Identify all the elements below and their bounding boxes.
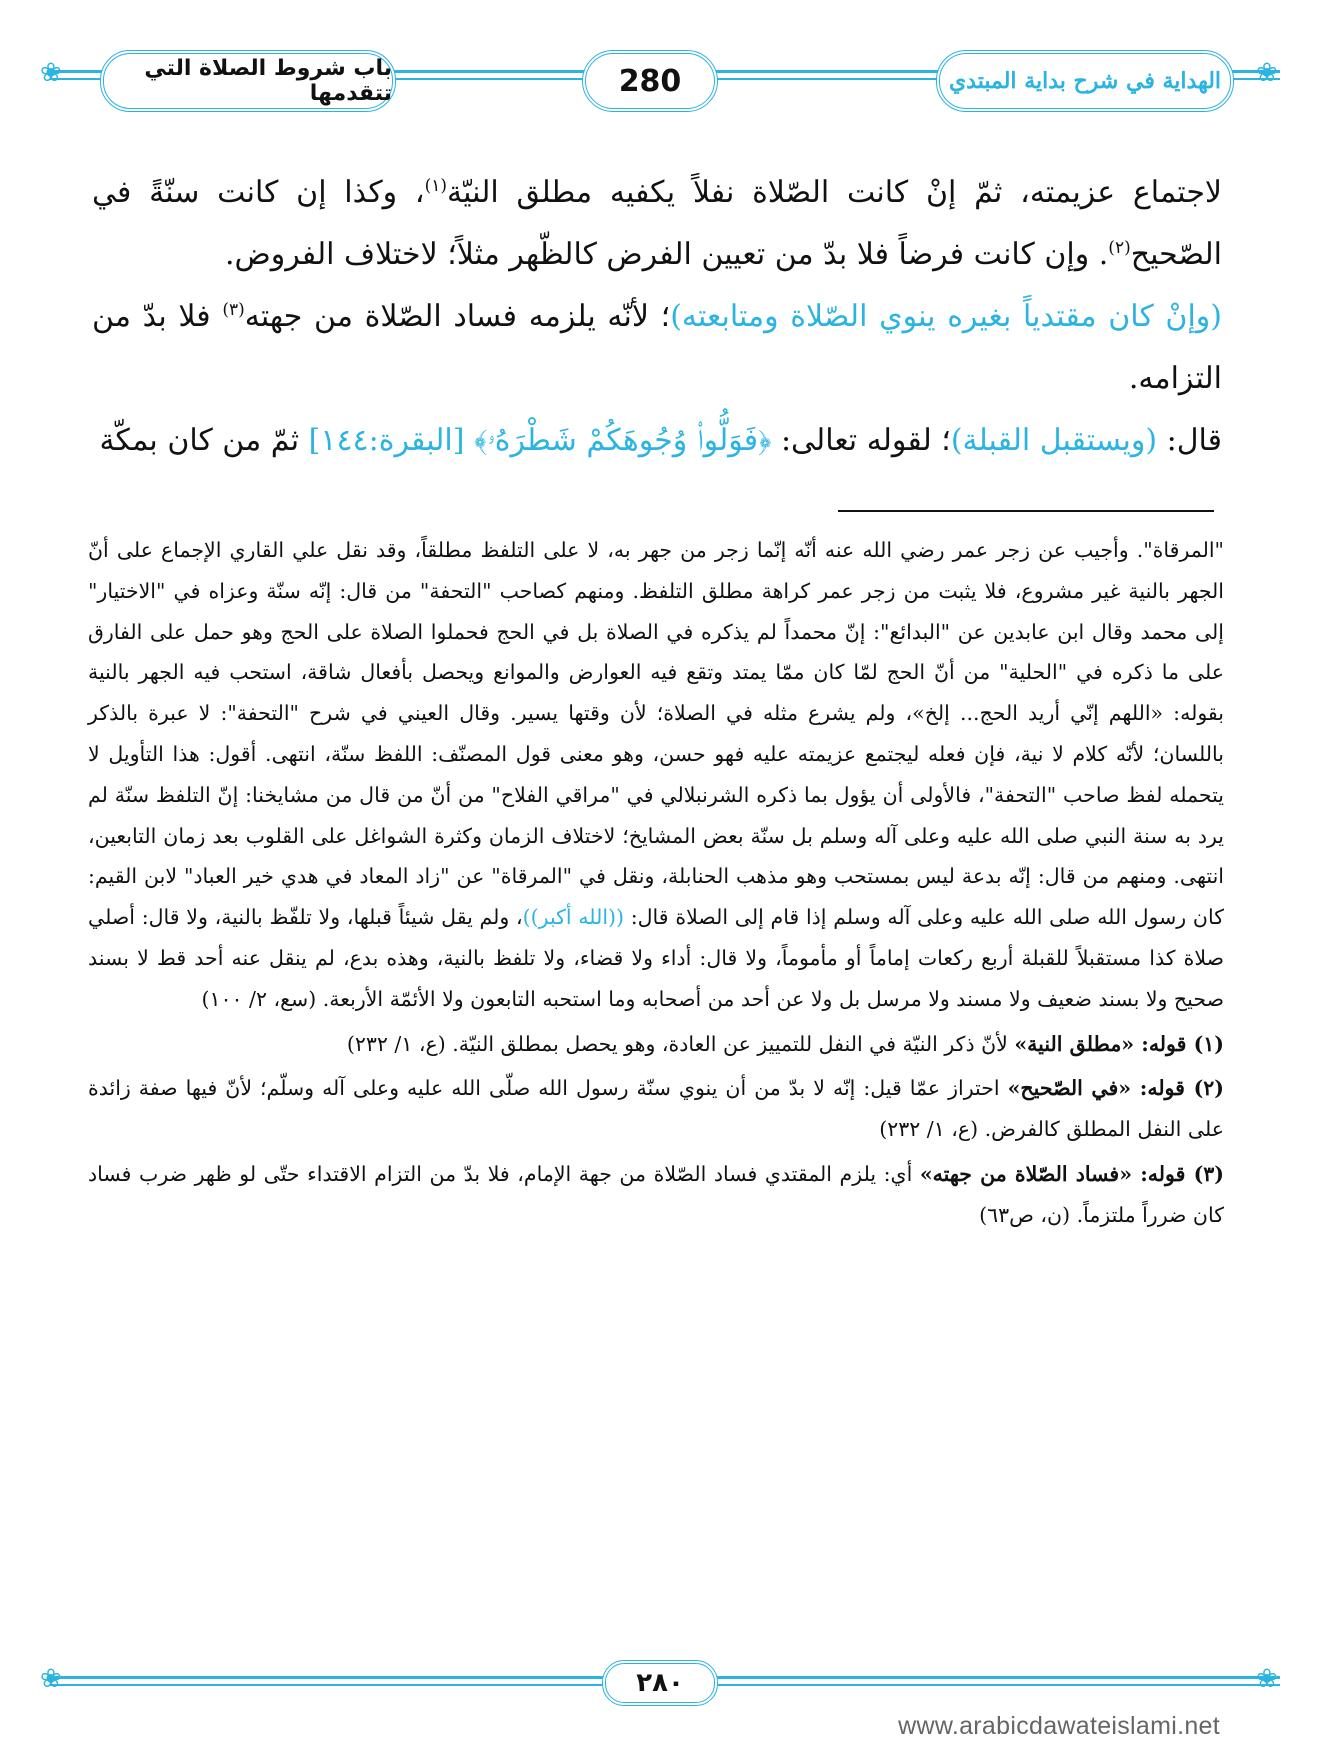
- paragraph-3: قال: (ويستقبل القبلة)؛ لقوله تعالى: ﴿فَوَلُّوا۟ وُجُوهَكُمْ شَطْرَهُۥ﴾ [البقرة:١٤٤] ثمّ من كان بمكّة: [99, 423, 1222, 458]
- book-title-box: [936, 50, 1234, 112]
- page-footer: [30, 1660, 1290, 1700]
- footnotes: [88, 530, 1224, 1236]
- right-ornament-icon: ❀: [1256, 58, 1278, 88]
- page-number-box: [582, 50, 718, 112]
- left-ornament-icon: ❀: [40, 58, 62, 88]
- footer-page-number-box: [602, 1660, 718, 1706]
- footnote-ref-1: (١): [424, 176, 448, 196]
- chapter-title: باب شروط الصلاة التي تتقدمها: [144, 56, 392, 106]
- footnote-separator: [838, 510, 1214, 512]
- footnote-2: (٢) قوله: «في الصّحيح» احتراز عمّا قيل: إنّه لا بدّ من أن ينوي سنّة رسول الله صلّى الله عليه وعلى آله وسلّم؛ لأنّ فيها صفة زائدة على النفل المطلق كالفرض. (ع، ١/ ٢٣٢): [88, 1076, 1224, 1142]
- website-url: www.arabicdawateislami.net: [898, 1712, 1220, 1740]
- continued-note: "المرقاة". وأجيب عن زجر عمر رضي الله عنه أنّه إنّما زجر من جهر به، لا على التلفظ مطلقاً، وقد نقل علي القاري الإجماع على أنّ الجهر بالنية غير مشروع، فلا يثبت من زجر عمر كراهة مطلق التلفظ. ومنهم كصاحب "التحفة" من قال: إنّه سنّة وعزاه في "الاختيار" إلى محمد وقال ابن عابدين عن "البدائع": إنّ محمداً لم يذكره في الصلاة بل في الحج فحملوا الصلاة على الحج وهو حمل على الفارق على ما ذكره في "الحلية" من أنّ الحج لمّا كان ممّا يمتد وتقع فيه العوارض والموانع ويحصل بأفعال شاقة، استحب فيه الجهر بالنية بقوله: «اللهم إنّي أريد الحج... إلخ»، ولم يشرع مثله في الصلاة؛ لأن وقتها يسير. وقال العيني في شرح "التحفة": لا عبرة بالذكر باللسان؛ لأنّه كلام لا نية، فإن فعله ليجتمع عزيمته عليه فهو حسن، وهو معنى قول المصنّف: اللفظ سنّة، انتهى. أقول: هذا التأويل لا يتحمله لفظ صاحب "التحفة"، فالأولى أن يؤول بما ذكره الشرنبلالي في "مراقي الفلاح" من أنّ من قال من مشايخنا: إنّ التلفظ سنّة لم يرد به سنة النبي صلى الله عليه وعلى آله وسلم بل سنّة بعض المشايخ؛ لاختلاف الزمان وكثرة الشواغل على القلوب بعد زمان التابعين، انتهى. ومنهم من قال: إنّه بدعة ليس بمستحب وهو مذهب الحنابلة، ونقل في "المرقاة" عن "زاد المعاد في هدي خير العباد" لابن القيم: كان رسول الله صلى الله عليه وعلى آله وسلم إذا قام إلى الصلاة قال: ((الله أكبر))، ولم يقل شيئاً قبلها، ولا تلفّظ بالنية، ولا قال: أصلي صلاة كذا مستقبلاً للقبلة أربع ركعات إماماً أو مأموماً، ولا قال: أداء ولا قضاء، ولا تلفظ بالنية، وهذه بدع، لم ينقل عنه أحد قط لا بسند صحيح ولا بسند ضعيف ولا مسند ولا مرسل بل ولا عن أحد من أصحابه وما استحبه التابعون ولا الأئمّة الأربعة. (سع، ٢/ ١٠٠): [88, 538, 1224, 1011]
- main-text: [92, 162, 1222, 472]
- page-number: 280: [618, 63, 682, 99]
- footnote-1: (١) قوله: «مطلق النية» لأنّ ذكر النيّة في النفل للتمييز عن العادة، وهو يحصل بمطلق النيّة. (ع، ١/ ٢٣٢): [346, 1031, 1224, 1056]
- matn-quote: (وإنْ كان مقتدياً بغيره ينوي الصّلاة ومتابعته): [670, 299, 1222, 334]
- footnote-3: (٣) قوله: «فساد الصّلاة من جهته» أي: يلزم المقتدي فساد الصّلاة من جهة الإمام، فلا بدّ من التزام الاقتداء حتّى لو ظهر ضرب فساد كان ضرراً ملتزماً. (ن، ص٦٣): [88, 1161, 1224, 1227]
- footnote-ref-3: (٣): [222, 300, 245, 320]
- book-title: الهداية في شرح بداية المبتدي: [948, 68, 1222, 94]
- quran-verse: ﴿فَوَلُّوا۟ وُجُوهَكُمْ شَطْرَهُۥ﴾ [البقرة:١٤٤]: [308, 423, 772, 458]
- footer-right-ornament-icon: ❀: [1256, 1664, 1278, 1694]
- matn-quote-2: (ويستقبل القبلة): [950, 423, 1158, 458]
- paragraph-2: (وإنْ كان مقتدياً بغيره ينوي الصّلاة ومتابعته)؛ لأنّه يلزمه فساد الصّلاة من جهته$^{(٣)}$ فلا بدّ من التزامه.: [92, 299, 1222, 396]
- page-header: [30, 40, 1290, 132]
- footer-page-number: ٢٨٠: [636, 1668, 684, 1698]
- chapter-title-box: [100, 50, 396, 112]
- takbir-quote: ((الله أكبر)): [522, 905, 625, 930]
- footnote-ref-2: (٢): [1108, 238, 1131, 258]
- footer-left-ornament-icon: ❀: [40, 1664, 62, 1694]
- paragraph-1: لاجتماع عزيمته، ثمّ إنْ كانت الصّلاة نفلاً يكفيه مطلق النيّة$^{(١)}$، وكذا إن كانت سنّةً في الصّحيح$^{(٢)}$. وإن كانت فرضاً فلا بدّ من تعيين الفرض كالظّهر مثلاً؛ لاختلاف الفروض.: [92, 175, 1222, 272]
